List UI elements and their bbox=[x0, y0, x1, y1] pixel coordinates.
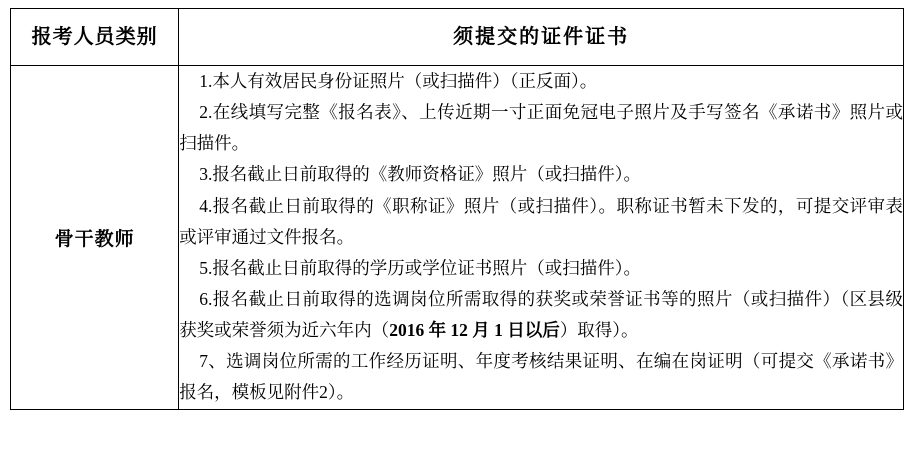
header-category: 报考人员类别 bbox=[11, 9, 179, 66]
table-header-row bbox=[11, 9, 904, 66]
requirements-table bbox=[10, 8, 904, 410]
list-item: 7、选调岗位所需的工作经历证明、年度考核结果证明、在编在岗证明（可提交《承诺书》报名，模板见附件2）。 bbox=[179, 351, 903, 403]
list-item: 5.报名截止日前取得的学历或学位证书照片（或扫描件）。 bbox=[199, 257, 642, 278]
cell-category-value: 骨干教师 bbox=[11, 66, 179, 410]
list-item: 4.报名截止日前取得的《职称证》照片（或扫描件）。职称证书暂未下发的，可提交评审表或评审通过文件报名。 bbox=[179, 195, 903, 247]
cell-documents-list bbox=[179, 66, 904, 410]
list-item: 3.报名截止日前取得的《教师资格证》照片（或扫描件）。 bbox=[199, 164, 642, 185]
list-item-with-date bbox=[179, 284, 903, 346]
list-item: 2.在线填写完整《报名表》、上传近期一寸正面免冠电子照片及手写签名《承诺书》照片或扫描件。 bbox=[179, 102, 903, 154]
list-item-text-part1: 6.报名截止日前取得的选调岗位所需取得的获奖或荣誉证书等的照片（或扫描件）（区县级获奖或荣誉须为近六年内（ bbox=[179, 288, 903, 341]
list-item-bold-date: 2016 年 12 月 1 日以后 bbox=[389, 320, 560, 341]
header-documents: 须提交的证件证书 bbox=[179, 9, 904, 66]
table-row bbox=[11, 66, 904, 410]
list-item-text-part2: ）取得）。 bbox=[559, 320, 639, 341]
list-item: 1.本人有效居民身份证照片（或扫描件）（正反面）。 bbox=[199, 71, 598, 91]
